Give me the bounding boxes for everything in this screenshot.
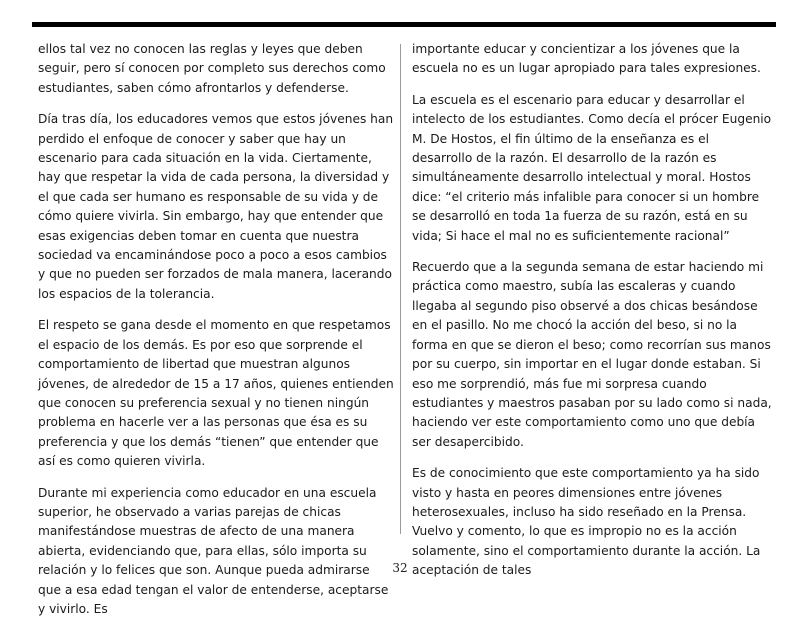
paragraph: Día tras día, los educadores vemos que estos jóvenes han perdido el enfoque de conocer y saber que hay un escenario para cada situación en la vida. Ciertamente, hay que respetar la vida de cada persona, la diversidad y el que cada ser humano es responsable de su vida y de cómo quiere vivirla. Sin embargo, hay que entender que esas exigencias deben tomar en cuenta que nuestra sociedad va encaminándose poco a poco a esos cambios y que no pueden ser forzados de mala manera, lacerando los espacios de la tolerancia. xyxy=(38,112,394,301)
top-rule xyxy=(32,22,776,27)
left-column xyxy=(38,40,396,631)
right-column xyxy=(412,40,772,593)
paragraph: La escuela es el escenario para educar y desarrollar el intelecto de los estudiantes. Como decía el prócer Eugenio M. De Hostos, el fin último de la enseñanza es el desarrollo de la razón. El desarrollo de la razón es simultáneamente desarrollo intelectual y moral. Hostos dice: “el criterio más infalible para conocer si un hombre se desarrolló en toda 1a fuerza de su razón, está en su vida; Si hace el mal no es suficientemente racional” xyxy=(412,92,772,243)
paragraph: ellos tal vez no conocen las reglas y leyes que deben seguir, pero sí conocen por completo sus derechos como estudiantes, saben cómo afrontarlos y defenderse. xyxy=(38,42,386,95)
paragraph: Es de conocimiento que este comportamiento ya ha sido visto y hasta en peores dimensiones entre jóvenes heterosexuales, incluso ha sido reseñado en la Prensa. Vuelvo y comento, lo que es impropio no es la acción solamente, sino el comportamiento durante la acción. La aceptación de tales xyxy=(412,466,761,578)
page-number: 32 xyxy=(392,561,408,575)
paragraph: Durante mi experiencia como educador en una escuela superior, he observado a varias parejas de chicas manifestándose muestras de afecto de una manera abierta, evidenciando que, para ellas, sólo importa su relación y lo felices que son. Aunque pueda admirarse que a esa edad tengan el valor de entenderse, aceptarse y vivirlo. Es xyxy=(38,485,389,616)
paragraph: Recuerdo que a la segunda semana de estar haciendo mi práctica como maestro, subía las escaleras y cuando llegaba al segundo piso observé a dos chicas besándose en el pasillo. No me chocó la acción del beso, si no la forma en que se dieron el beso; como recorrían sus manos por su cuerpo, sin importar en el lugar donde estaban. Si eso me sorprendió, más fue mi sorpresa cuando estudiantes y maestros pasaban por su lado como si nada, haciendo ver este comportamiento como uno que debía ser desapercibido. xyxy=(412,260,772,449)
column-divider xyxy=(400,44,401,534)
paragraph: importante educar y concientizar a los jóvenes que la escuela no es un lugar apropiado para tales expresiones. xyxy=(412,42,761,76)
paragraph: El respeto se gana desde el momento en que respetamos el espacio de los demás. Es por eso que sorprende el comportamiento de libertad que muestran algunos jóvenes, de alrededor de 15 a 17 años, quienes entienden que conocen su preferencia sexual y no tienen ningún problema en hacerle ver a las personas que ésa es su preferencia y que los demás “tienen” que entender que así es como quieren vivirla. xyxy=(38,318,394,469)
